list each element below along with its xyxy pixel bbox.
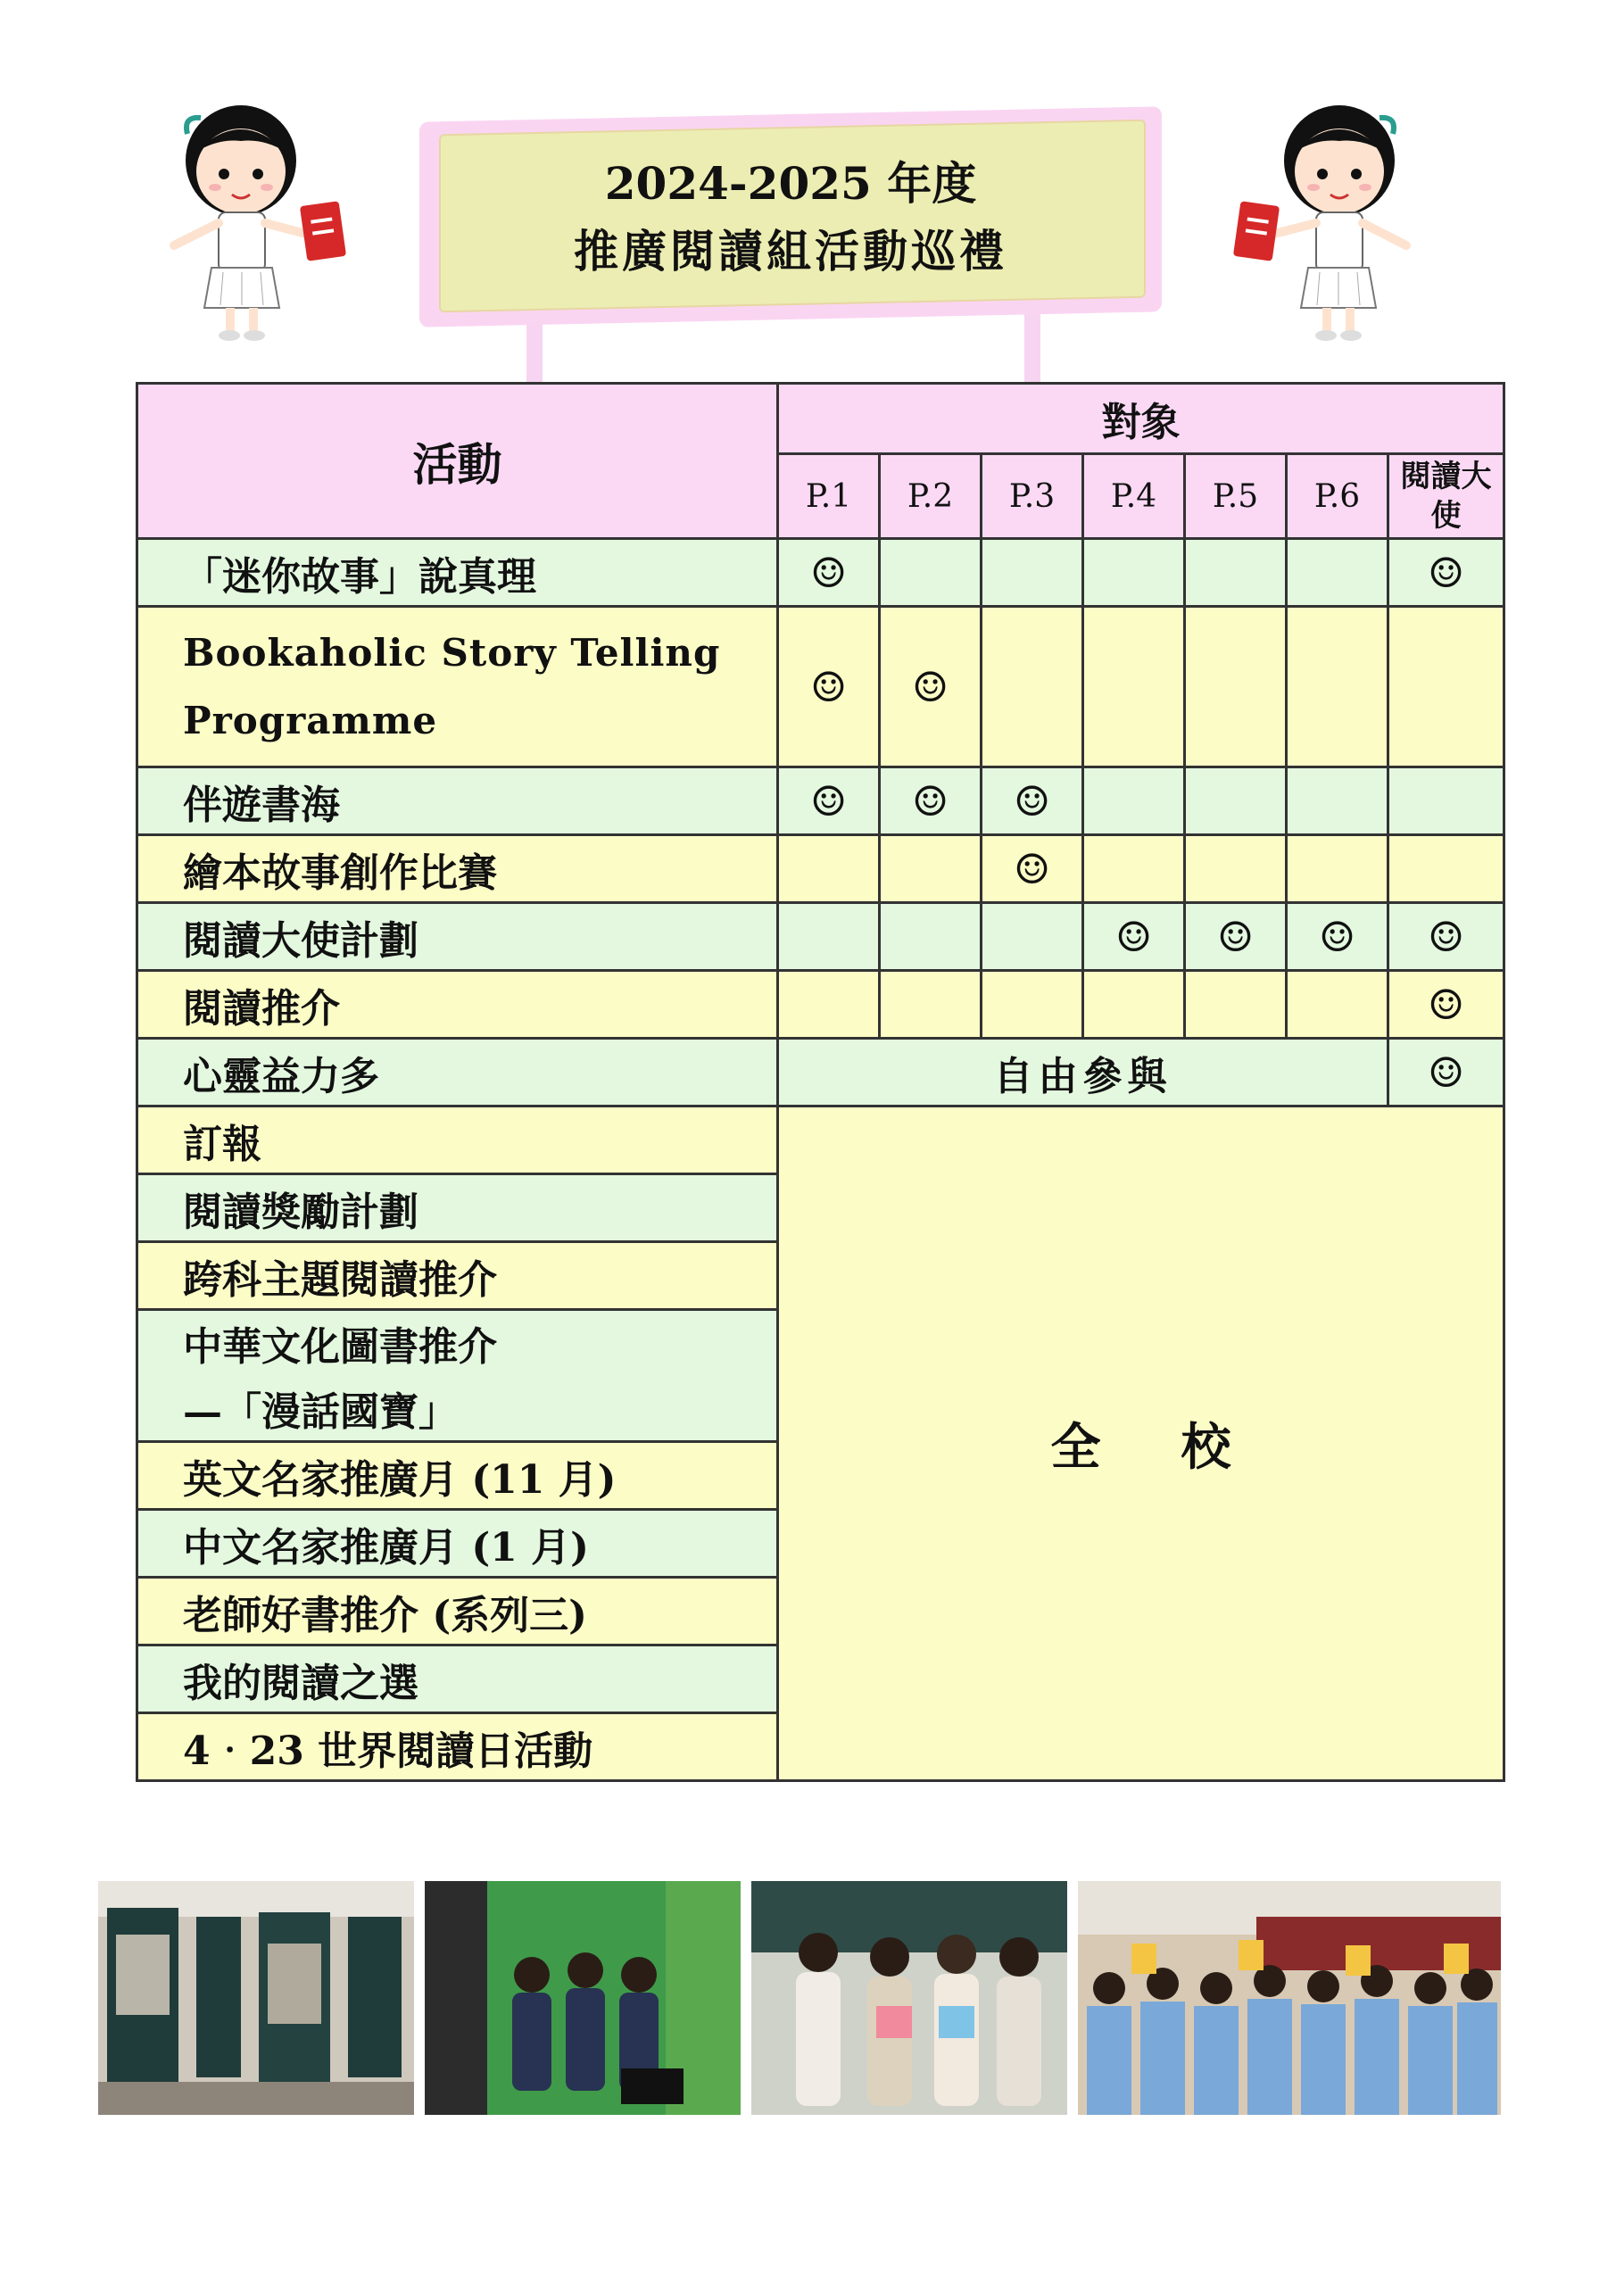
empty-cell xyxy=(1287,835,1388,903)
photo-corridor-doors xyxy=(98,1881,414,2115)
empty-cell xyxy=(778,971,880,1039)
smile-icon: ☺ xyxy=(880,607,982,767)
smile-icon: ☺ xyxy=(880,767,982,835)
smile-icon: ☺ xyxy=(1388,539,1504,607)
activity-name: 閱讀獎勵計劃 xyxy=(137,1174,778,1242)
smile-icon: ☺ xyxy=(982,767,1083,835)
activity-row xyxy=(137,971,1504,1039)
empty-cell xyxy=(982,903,1083,971)
empty-cell xyxy=(1185,835,1287,903)
photo-guest-authors xyxy=(751,1881,1067,2115)
empty-cell xyxy=(778,835,880,903)
activity-name: 閱讀大使計劃 xyxy=(137,903,778,971)
activity-row xyxy=(137,767,1504,835)
smile-icon: ☺ xyxy=(1388,1039,1504,1107)
empty-cell xyxy=(982,971,1083,1039)
empty-cell xyxy=(778,903,880,971)
smile-icon: ☺ xyxy=(1388,971,1504,1039)
grade-header-p1: P.1 xyxy=(778,454,880,539)
empty-cell xyxy=(982,539,1083,607)
activity-name: 4‧23 世界閱讀日活動 xyxy=(137,1713,778,1781)
activity-name: 英文名家推廣月 (11 月) xyxy=(137,1442,778,1510)
whole-school-label: 全校 xyxy=(778,1107,1504,1781)
empty-cell xyxy=(880,971,982,1039)
empty-cell xyxy=(1287,607,1388,767)
grade-header-p2: P.2 xyxy=(880,454,982,539)
activity-row xyxy=(137,539,1504,607)
activity-row xyxy=(137,903,1504,971)
banner-title xyxy=(439,150,1142,286)
activity-name: 伴遊書海 xyxy=(137,767,778,835)
smile-icon: ☺ xyxy=(1287,903,1388,971)
empty-cell xyxy=(1185,607,1287,767)
activity-name-continued: —「漫話國寶」 xyxy=(137,1376,778,1442)
activity-name: 我的閱讀之選 xyxy=(137,1645,778,1713)
banner-subtitle: 推廣閱讀組活動巡禮 xyxy=(574,225,1007,278)
girl-holding-book-illustration-left xyxy=(156,98,370,348)
empty-cell xyxy=(1083,767,1185,835)
empty-cell xyxy=(1388,767,1504,835)
activity-column-header: 活動 xyxy=(137,384,778,539)
empty-cell xyxy=(1185,971,1287,1039)
grade-header-p3: P.3 xyxy=(982,454,1083,539)
empty-cell xyxy=(1083,607,1185,767)
empty-cell xyxy=(1388,835,1504,903)
smile-icon: ☺ xyxy=(778,607,880,767)
activity-row xyxy=(137,607,1504,767)
smile-icon: ☺ xyxy=(1388,903,1504,971)
smile-icon: ☺ xyxy=(1185,903,1287,971)
photo-green-screen-studio xyxy=(425,1881,741,2115)
empty-cell xyxy=(1185,767,1287,835)
grade-header-ambassador: 閱讀大使 xyxy=(1388,454,1504,539)
empty-cell xyxy=(1185,539,1287,607)
activity-name: 訂報 xyxy=(137,1107,778,1174)
empty-cell xyxy=(1388,607,1504,767)
banner-year-title: 2024-2025 年度 xyxy=(604,157,977,210)
grade-header-p5: P.5 xyxy=(1185,454,1287,539)
smile-icon: ☺ xyxy=(778,539,880,607)
empty-cell xyxy=(1287,767,1388,835)
smile-icon: ☺ xyxy=(982,835,1083,903)
grade-header-p6: P.6 xyxy=(1287,454,1388,539)
empty-cell xyxy=(982,607,1083,767)
empty-cell xyxy=(1083,971,1185,1039)
activity-name: 中華文化圖書推介 xyxy=(137,1310,778,1376)
activity-name: 「迷你故事」說真理 xyxy=(137,539,778,607)
smile-icon: ☺ xyxy=(1083,903,1185,971)
activity-name: Bookaholic Story Telling Programme xyxy=(137,607,778,767)
activity-name: 閱讀推介 xyxy=(137,971,778,1039)
photo-students-with-books xyxy=(1078,1881,1501,2115)
activity-name: 繪本故事創作比賽 xyxy=(137,835,778,903)
activity-row xyxy=(137,835,1504,903)
smile-icon: ☺ xyxy=(778,767,880,835)
empty-cell xyxy=(1083,835,1185,903)
target-column-header: 對象 xyxy=(778,384,1504,454)
activity-name: 中文名家推廣月 (1 月) xyxy=(137,1510,778,1578)
empty-cell xyxy=(880,903,982,971)
girl-holding-book-illustration-right xyxy=(1210,98,1424,348)
free-participation-label: 自由參與 xyxy=(778,1039,1388,1107)
activity-table xyxy=(136,382,1505,1782)
activity-name: 跨科主題閱讀推介 xyxy=(137,1242,778,1310)
empty-cell xyxy=(880,539,982,607)
empty-cell xyxy=(1287,539,1388,607)
empty-cell xyxy=(1287,971,1388,1039)
activity-name: 老師好書推介 (系列三) xyxy=(137,1578,778,1645)
activity-name: 心靈益力多 xyxy=(137,1039,778,1107)
empty-cell xyxy=(880,835,982,903)
empty-cell xyxy=(1083,539,1185,607)
grade-header-p4: P.4 xyxy=(1083,454,1185,539)
